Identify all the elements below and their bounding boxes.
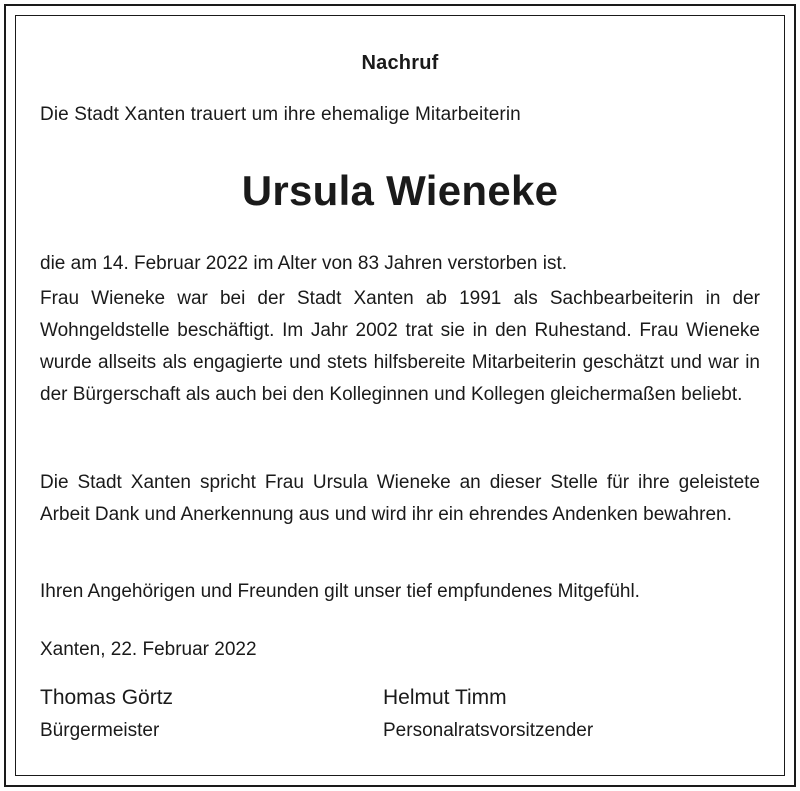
signatory-title-mayor: Bürgermeister: [40, 720, 160, 741]
place-and-date: Xanten, 22. Februar 2022: [40, 639, 257, 660]
intro-text: Die Stadt Xanten trauert um ihre ehemalige Mitarbeiterin: [40, 104, 521, 125]
notice-heading: Nachruf: [361, 52, 439, 74]
paragraph-thanks: Die Stadt Xanten spricht Frau Ursula Wieneke an dieser Stelle für ihre geleistete Arbeit Dank und Anerkennung aus und wird ihr ein ehrendes Andenken bewahren.: [40, 472, 760, 525]
signatory-name-mayor: Thomas Görtz: [40, 686, 174, 709]
paragraph-death-date: die am 14. Februar 2022 im Alter von 83 Jahren verstorben ist.: [40, 253, 567, 274]
deceased-name: Ursula Wieneke: [241, 167, 559, 214]
signatory-title-council-chair: Personalratsvorsitzender: [383, 720, 594, 741]
paragraph-condolences: Ihren Angehörigen und Freunden gilt unser tief empfundenes Mitgefühl.: [40, 581, 640, 602]
signatory-name-council-chair: Helmut Timm: [383, 686, 507, 709]
paragraph-career: Frau Wieneke war bei der Stadt Xanten ab 1991 als Sachbearbeiterin in der Wohngeldstelle beschäftigt. Im Jahr 2002 trat sie in den Ruhestand. Frau Wieneke wurde allseits als engagierte und stets hilfsbereite Mitarbeiterin geschätzt und war in der Bürgerschaft als auch bei den Kolleginnen und Kollegen gleichermaßen beliebt.: [40, 288, 760, 405]
